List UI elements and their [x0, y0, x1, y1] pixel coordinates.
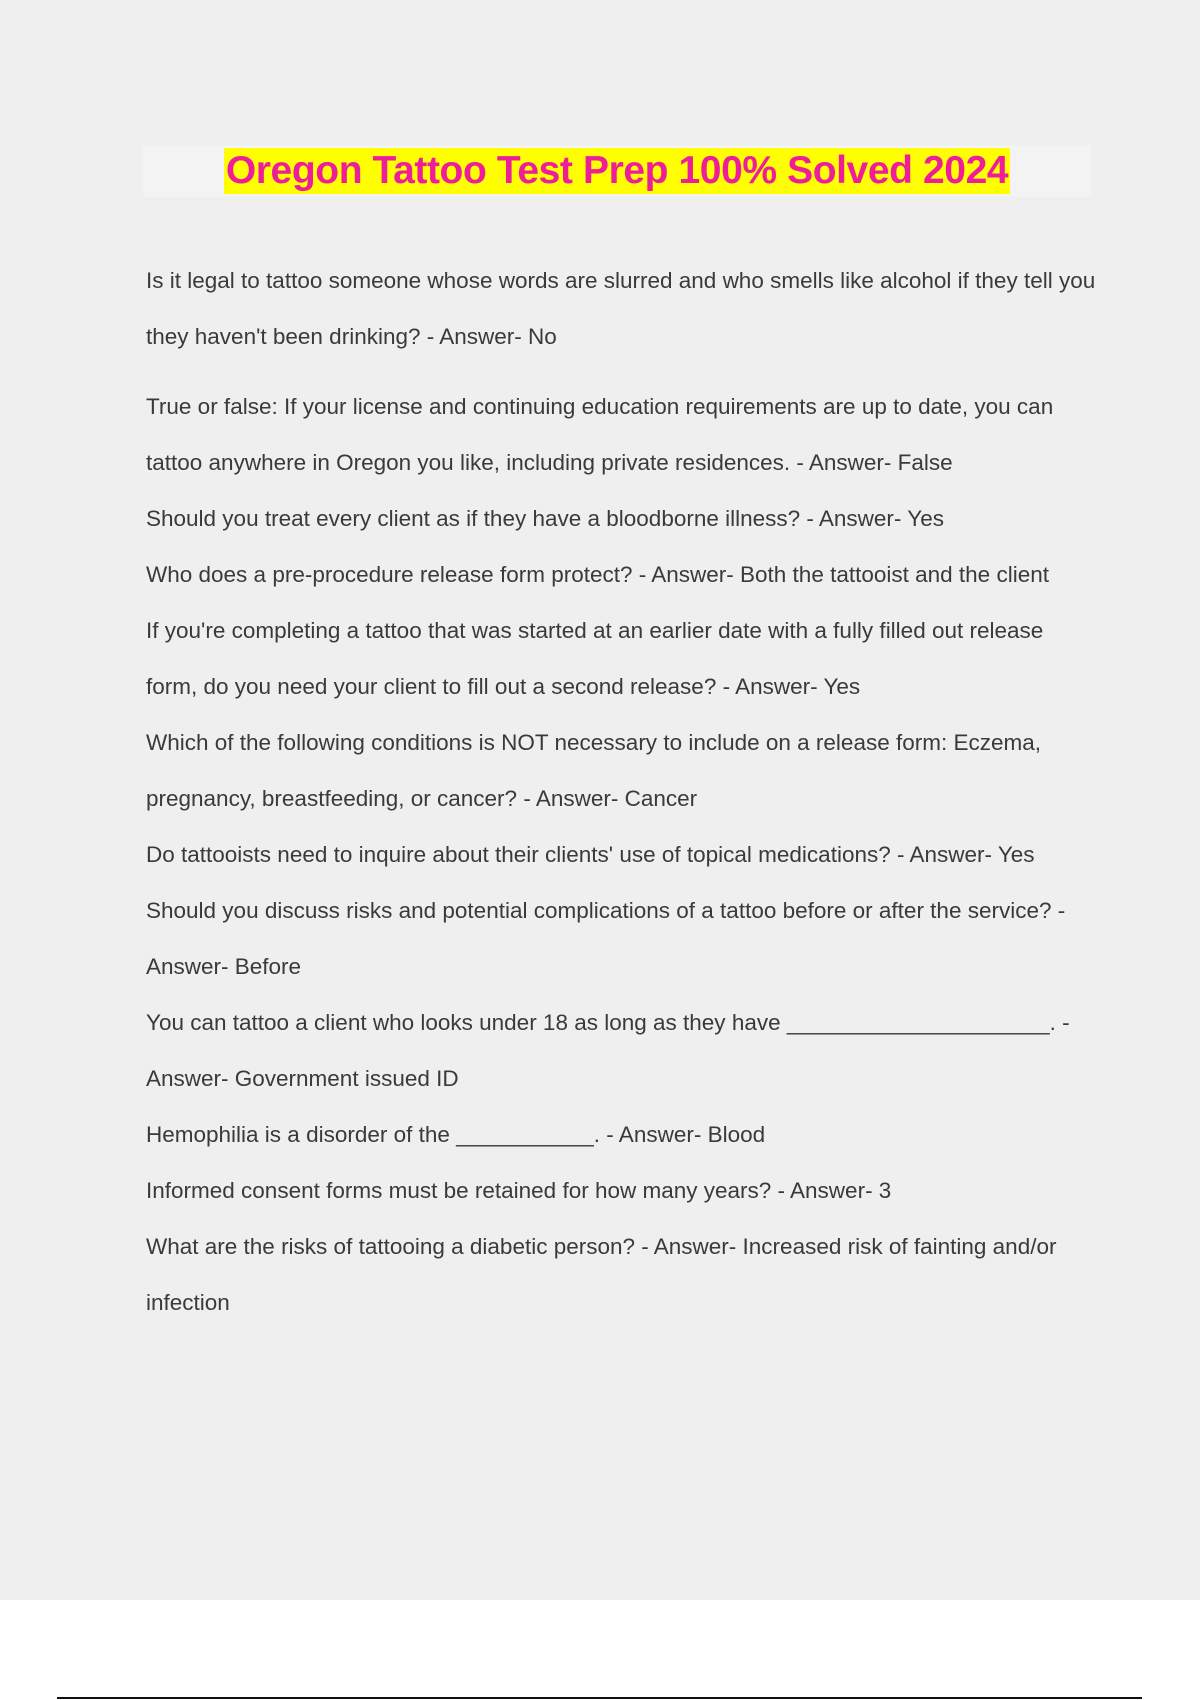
qa-item: Do tattooists need to inquire about their clients' use of topical medications? - Answer- Yes — [146, 842, 1035, 867]
qa-item: Hemophilia is a disorder of the ___________. - Answer- Blood — [146, 1122, 766, 1147]
document-title: Oregon Tattoo Test Prep 100% Solved 2024 — [225, 149, 1009, 192]
bottom-divider — [57, 1697, 1142, 1699]
qa-item: Informed consent forms must be retained for how many years? - Answer- 3 — [146, 1178, 892, 1203]
qa-item: If you're completing a tattoo that was started at an earlier date with a fully filled out release form, do you need your client to fill out a second release? - Answer- Yes — [146, 618, 1044, 699]
qa-item: Which of the following conditions is NOT necessary to include on a release form: Eczema, pregnancy, breastfeeding, or cancer? - Answer- Cancer — [146, 730, 1042, 811]
qa-item: What are the risks of tattooing a diabetic person? - Answer- Increased risk of fainting and/or infection — [146, 1234, 1057, 1315]
qa-list — [146, 253, 1096, 1331]
qa-item: Should you treat every client as if they have a bloodborne illness? - Answer- Yes — [146, 506, 944, 531]
qa-item: Should you discuss risks and potential complications of a tattoo before or after the service? - Answer- Before — [146, 898, 1066, 979]
title-block — [143, 145, 1091, 197]
qa-item: Who does a pre-procedure release form protect? - Answer- Both the tattooist and the client — [146, 562, 1049, 587]
qa-item: True or false: If your license and continuing education requirements are up to date, you can tattoo anywhere in Oregon you like, including private residences. - Answer- False — [146, 394, 1054, 475]
qa-item: Is it legal to tattoo someone whose words are slurred and who smells like alcohol if they tell you they haven't been drinking? - Answer- No — [146, 268, 1096, 349]
qa-item: You can tattoo a client who looks under 18 as long as they have _____________________. - Answer- Government issued ID — [146, 1010, 1070, 1091]
